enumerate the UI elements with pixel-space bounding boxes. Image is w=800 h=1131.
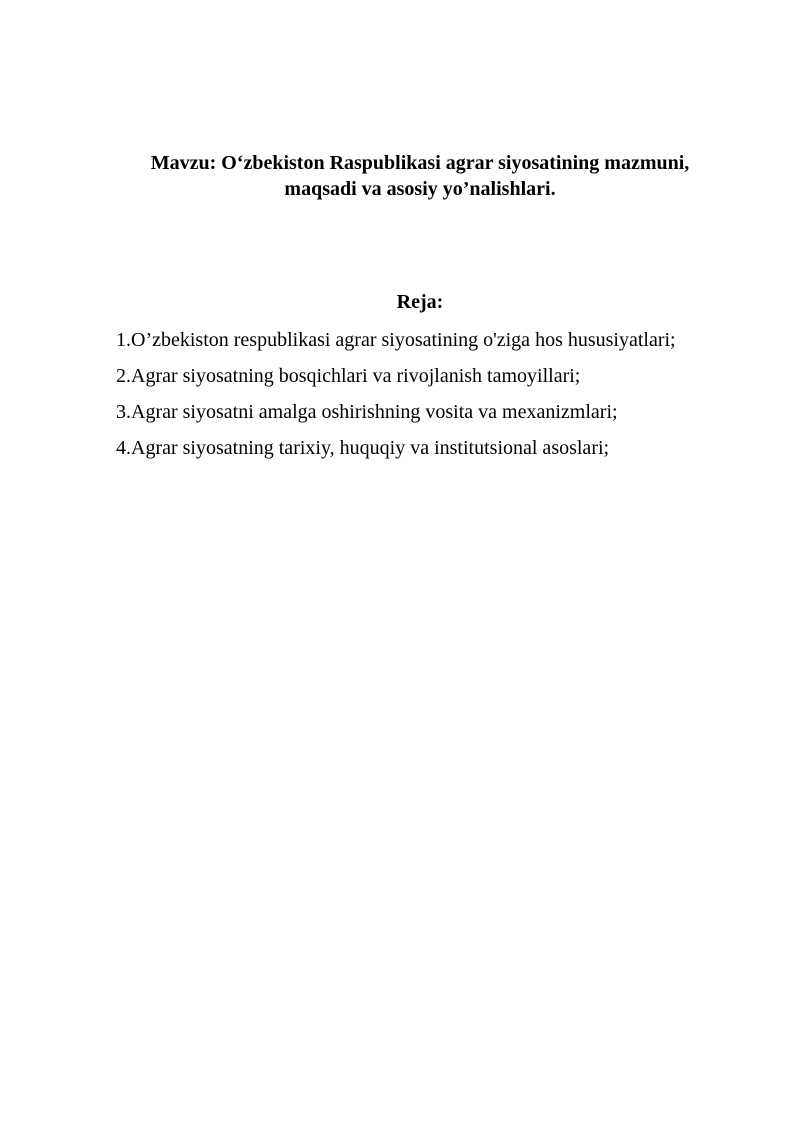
plan-item-3: 3.Agrar siyosatni amalga oshirishning vosita va mexanizmlari; xyxy=(116,401,618,423)
plan-item-2: 2.Agrar siyosatning bosqichlari va rivojlanish tamoyillari; xyxy=(116,365,581,387)
topic-title-line-1: Mavzu: O‘zbekiston Raspublikasi agrar siyosatining mazmuni, xyxy=(150,152,690,174)
plan-item-1: 1.O’zbekiston respublikasi agrar siyosatining o'ziga hos hususiyatlari; xyxy=(116,329,676,351)
plan-heading: Reja: xyxy=(396,291,444,313)
topic-title xyxy=(100,150,740,202)
plan-list xyxy=(116,327,676,471)
plan-item-4: 4.Agrar siyosatning tarixiy, huquqiy va institutsional asoslari; xyxy=(116,437,610,459)
topic-title-line-2: maqsadi va asosiy yo’nalishlari. xyxy=(284,178,556,200)
